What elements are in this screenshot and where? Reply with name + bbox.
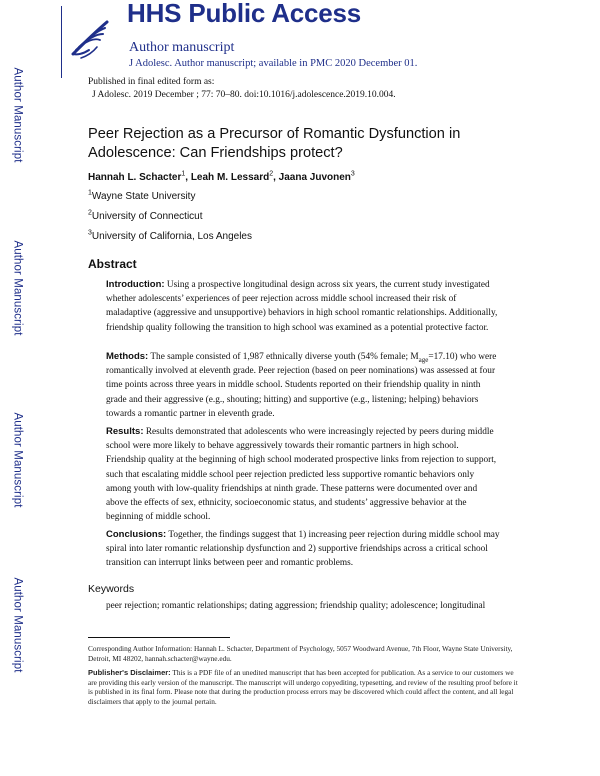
methods-heading: Methods: xyxy=(106,351,149,362)
abstract-results: Results: Results demonstrated that adolescents who were increasingly rejected by peers during middle school were more likely to behave aggressively towards their romantic partners in high school. Friendship quality at the beginning of high school moderated prospective links from rejection to support, such that escalating middle school peer rejection predicted less supportive romantic behaviors only among youth with low-quality friendships at ninth grade. These patterns were documented over and above the effects of sex, ethnicity, socioeconomic status, and students’ aggressive behavior at the beginning of middle school. xyxy=(106,426,497,523)
author-manuscript-subtitle: Author manuscript xyxy=(129,40,235,55)
header-divider xyxy=(61,6,62,78)
abstract-conclusions: Conclusions: Together, the findings suggest that 1) increasing peer rejection during middle school may spiral into later romantic relationship dysfunction and 2) supportive friendships across a critical school transition can interrupt links between peer and romantic problems. xyxy=(106,529,500,569)
keywords-list: peer rejection; romantic relationships; dating aggression; friendship quality; adolescence; longitudinal xyxy=(106,601,486,611)
author-affiliation-number: 3 xyxy=(350,170,355,178)
affiliation-2: $^2$University of Connecticut xyxy=(88,209,203,222)
published-form-label: Published in final edited form as: xyxy=(88,77,215,87)
results-heading: Results: xyxy=(106,426,144,437)
abstract-heading: Abstract xyxy=(88,257,137,271)
author-name: Leah M. Lessard xyxy=(190,172,270,183)
author-affiliation-number: 2 xyxy=(269,170,274,178)
hhs-public-access-title: HHS Public Access xyxy=(127,0,362,28)
pmc-availability-line: J Adolesc. Author manuscript; available in PMC 2020 December 01. xyxy=(129,58,418,69)
article-title: Peer Rejection as a Precursor of Romantic Dysfunction in Adolescence: Can Friendships protect? xyxy=(88,126,461,161)
author-name: Hannah L. Schacter xyxy=(88,172,182,183)
sidebar-author-manuscript-4: Author Manuscript xyxy=(12,577,24,673)
abstract-methods: Methods: The sample consisted of 1,987 ethnically diverse youth (54% female; $M_{age}=17.10$) who were romantically involved at eleventh grade. Peer rejection (based on peer nominations) was assessed at four time points across three years in middle school. Students reported on their friendship quality in ninth grade and their aggressive (e.g., shouting; hitting) and supportive (e.g., listening; helping) behaviors towards a romantic partner in eleventh grade. xyxy=(106,351,497,419)
hhs-eagle-logo-icon xyxy=(67,14,115,62)
affiliation-3: $^3$University of California, Los Angeles xyxy=(88,229,252,242)
corresponding-author-note: Corresponding Author Information: Hannah L. Schacter, Department of Psychology, 5057 Woodward Avenue, 7th Floor, Wayne State University, Detroit, MI 48202, hannah.schacter@wayne.edu. xyxy=(88,644,513,663)
conclusions-heading: Conclusions: xyxy=(106,529,167,540)
author-list: Hannah L. Schacter$^1$, Leah M. Lessard$^2$, Jaana Juvonen$^3$ xyxy=(88,170,355,183)
introduction-heading: Introduction: xyxy=(106,279,165,290)
sidebar-author-manuscript-3: Author Manuscript xyxy=(12,412,24,508)
affiliation-1: $^1$Wayne State University xyxy=(88,189,196,202)
disclaimer-heading: Publisher's Disclaimer: xyxy=(88,668,171,677)
abstract-introduction: Introduction: Using a prospective longitudinal design across six years, the current study investigated whether adolescents’ experiences of peer rejection across middle school increased their risk of maladaptive (aggressive and unsupportive) behaviors in high school romantic relationships. Additionally, friendship quality following the transition to high school was examined as a potential protective factor. xyxy=(106,279,498,333)
author-name: Jaana Juvonen xyxy=(278,172,351,183)
author-affiliation-number: 1 xyxy=(181,170,186,178)
sidebar-author-manuscript-1: Author Manuscript xyxy=(12,67,24,163)
footnote-divider xyxy=(88,637,230,638)
sidebar-author-manuscript-2: Author Manuscript xyxy=(12,240,24,336)
keywords-heading: Keywords xyxy=(88,583,135,595)
publisher-disclaimer: Publisher's Disclaimer: This is a PDF file of an unedited manuscript that has been accepted for publication. As a service to our customers we are providing this early version of the manuscript. The manuscript will undergo copyediting, typesetting, and review of the resulting proof before it is published in its final form. Please note that during the production process errors may be discovered which could affect the content, and all legal disclaimers that apply to the journal pertain. xyxy=(88,668,518,707)
citation-line: J Adolesc. 2019 December ; 77: 70–80. doi:10.1016/j.adolescence.2019.10.004. xyxy=(92,90,396,100)
